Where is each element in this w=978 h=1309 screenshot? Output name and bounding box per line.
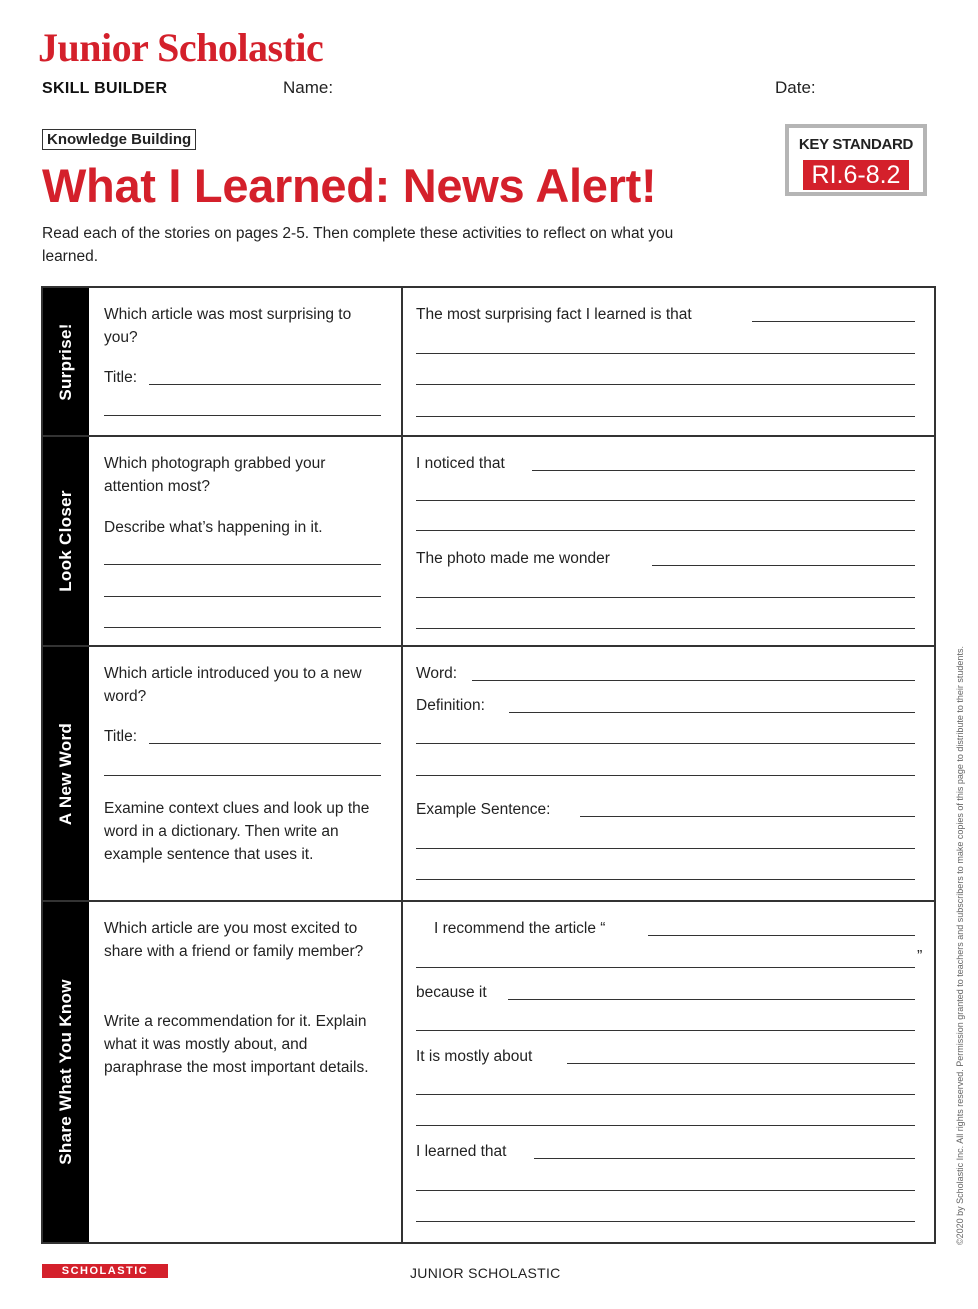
answer-line[interactable] [416, 743, 915, 744]
answer-line[interactable] [416, 500, 915, 501]
band-label: Look Closer [56, 490, 75, 592]
answer-line[interactable] [416, 775, 915, 776]
mostly-about-prompt: It is mostly about [416, 1048, 533, 1065]
left-column [89, 437, 403, 645]
definition-label: Definition: [416, 697, 485, 714]
because-prompt: because it [416, 984, 487, 1001]
answer-line[interactable] [416, 879, 915, 880]
band-label: Share What You Know [56, 979, 75, 1165]
row-new-word [43, 647, 934, 902]
band-look-closer [43, 437, 89, 645]
key-standard-label: KEY STANDARD [798, 136, 914, 153]
word-label: Word: [416, 665, 458, 682]
title-answer-line[interactable] [149, 743, 381, 744]
answer-line[interactable] [416, 353, 915, 354]
footer-magazine-name: JUNIOR SCHOLASTIC [410, 1265, 561, 1281]
intro-text: Read each of the stories on pages 2-5. Then complete these activities to reflect on what you learned. [42, 225, 674, 265]
instructions-text: Write a recommendation for it. Explain what it was mostly about, and paraphrase the most important details. [104, 1013, 369, 1076]
worksheet-grid [41, 286, 936, 1244]
instructions-text: Examine context clues and look up the word in a dictionary. Then write an example sentence that uses it. [104, 800, 370, 863]
answer-line[interactable] [580, 816, 915, 817]
answer-line[interactable] [416, 1094, 915, 1095]
example-sentence-label: Example Sentence: [416, 801, 551, 818]
left-column [89, 647, 403, 900]
row-share [43, 902, 934, 1242]
brand-logo: Junior Scholastic [38, 25, 324, 70]
answer-line[interactable] [416, 416, 915, 417]
answer-line[interactable] [567, 1063, 915, 1064]
left-column [89, 902, 403, 1242]
answer-line[interactable] [472, 680, 915, 681]
answer-line[interactable] [416, 530, 915, 531]
recommend-prompt: I recommend the article “ [434, 920, 606, 937]
band-surprise [43, 288, 89, 435]
question-text: Which article are you most excited to share with a friend or family member? [104, 920, 364, 960]
band-new-word [43, 647, 89, 900]
answer-line[interactable] [104, 415, 381, 416]
answer-line[interactable] [416, 1030, 915, 1031]
learned-prompt: I learned that [416, 1143, 507, 1160]
skill-builder-label: SKILL BUILDER [42, 80, 168, 97]
noticed-prompt: I noticed that [416, 455, 505, 472]
answer-line[interactable] [104, 596, 381, 597]
scholastic-logo: SCHOLASTIC [42, 1264, 168, 1278]
band-label: Surprise! [56, 322, 75, 401]
copyright-notice: ©2020 by Scholastic Inc. All rights reserved. Permission granted to teachers and subscribers to make copies of this page to distribute to their students. [955, 646, 965, 1245]
close-quote: ” [917, 948, 923, 965]
knowledge-building-tag: Knowledge Building [42, 129, 196, 150]
question-text: Which article introduced you to a new word? [104, 665, 362, 705]
answer-line[interactable] [416, 848, 915, 849]
name-label: Name: [283, 78, 334, 97]
row-look-closer [43, 437, 934, 647]
answer-line[interactable] [416, 1125, 915, 1126]
describe-text: Describe what’s happening in it. [104, 519, 323, 536]
answer-line[interactable] [532, 470, 915, 471]
title-label: Title: [104, 728, 138, 745]
answer-line[interactable] [104, 627, 381, 628]
date-label: Date: [775, 78, 816, 97]
answer-line[interactable] [416, 384, 915, 385]
key-standard-value: RI.6-8.2 [803, 160, 909, 190]
title-answer-line[interactable] [149, 384, 381, 385]
title-label: Title: [104, 369, 138, 386]
wonder-prompt: The photo made me wonder [416, 550, 610, 567]
answer-line[interactable] [648, 935, 915, 936]
question-text: Which photograph grabbed your attention most? [104, 455, 326, 495]
answer-line[interactable] [652, 565, 915, 566]
answer-line[interactable] [752, 321, 915, 322]
band-label: A New Word [56, 722, 75, 825]
key-standard-box [785, 124, 927, 196]
answer-line[interactable] [416, 1190, 915, 1191]
row-surprise [43, 288, 934, 437]
response-prompt: The most surprising fact I learned is that [416, 306, 692, 323]
answer-line[interactable] [416, 1221, 915, 1222]
answer-line[interactable] [534, 1158, 915, 1159]
answer-line[interactable] [104, 564, 381, 565]
answer-line[interactable] [416, 628, 915, 629]
answer-line[interactable] [416, 597, 915, 598]
answer-line[interactable] [509, 712, 915, 713]
answer-line[interactable] [416, 967, 915, 968]
left-column [89, 288, 403, 435]
answer-line[interactable] [508, 999, 915, 1000]
band-share [43, 902, 89, 1242]
page-title: What I Learned: News Alert! [42, 159, 657, 212]
answer-line[interactable] [104, 775, 381, 776]
question-text: Which article was most surprising to you? [104, 306, 352, 346]
